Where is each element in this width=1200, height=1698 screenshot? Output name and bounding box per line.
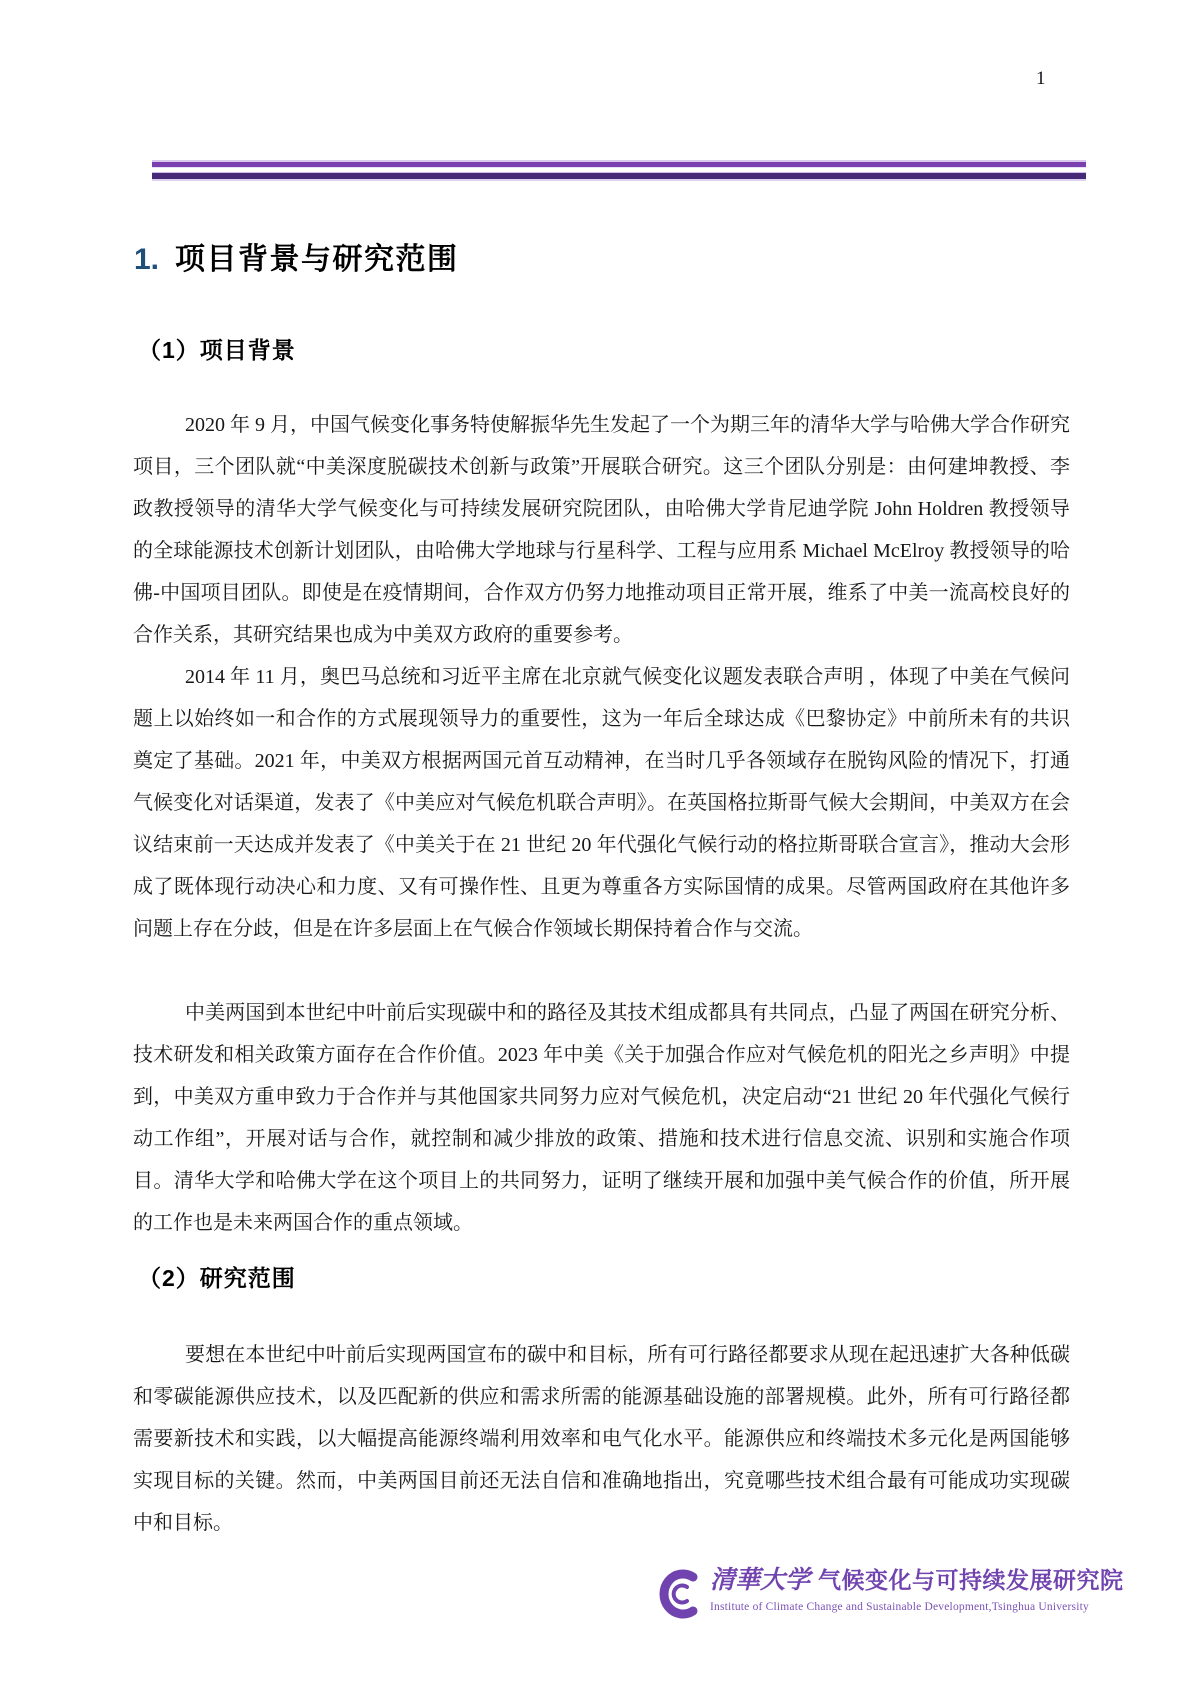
- footer-logo-text: [710, 1566, 1124, 1613]
- paragraph: 要想在本世纪中叶前后实现两国宣布的碳中和目标，所有可行路径都要求从现在起迅速扩大各种低碳和零碳能源供应技术，以及匹配新的供应和需求所需的能源基础设施的部署规模。此外，所有可行路径都需要新技术和实践，以大幅提高能源终端利用效率和电气化水平。能源供应和终端技术多元化是两国能够实现目标的关键。然而，中美两国目前还无法自信和准确地指出，究竟哪些技术组合最有可能成功实现碳中和目标。: [133, 1344, 1070, 1534]
- subsection-heading-1: （1）项目背景: [138, 337, 296, 363]
- institute-cn-label: 气候变化与可持续发展研究院: [818, 1567, 1124, 1593]
- divider-line-dark: [152, 172, 1086, 181]
- paragraph: 2014 年 11 月，奥巴马总统和习近平主席在北京就气候变化议题发表联合声明 ，体现了中美在气候问题上以始终如一和合作的方式展现领导力的重要性，这为一年后全球达成《巴黎协定》中前所未有的共识奠定了基础。2021 年，中美双方根据两国元首互动精神，在当时几乎各领域存在脱钩风险的情况下，打通气候变化对话渠道，发表了《中美应对气候危机联合声明》。在英国格拉斯哥气候大会期间，中美双方在会议结束前一天达成并发表了《中美关于在 21 世纪 20 年代强化气候行动的格拉斯哥联合宣言》，推动大会形成了既体现行动决心和力度、又有可操作性、且更为尊重各方实际国情的成果。尽管两国政府在其他许多问题上存在分歧，但是在许多层面上在气候合作领域长期保持着合作与交流。: [133, 666, 1070, 940]
- section-title: 项目背景与研究范围: [175, 243, 459, 276]
- page-number: 1: [1036, 68, 1046, 89]
- section-heading: [134, 234, 459, 278]
- tsinghua-iccsd-logo-icon: [656, 1568, 700, 1620]
- institute-name-cn: [710, 1566, 1124, 1598]
- subsection-heading-2: （2）研究范围: [138, 1265, 296, 1291]
- paragraph: 2020 年 9 月，中国气候变化事务特使解振华先生发起了一个为期三年的清华大学与哈佛大学合作研究项目，三个团队就“中美深度脱碳技术创新与政策”开展联合研究。这三个团队分别是：由何建坤教授、李政教授领导的清华大学气候变化与可持续发展研究院团队，由哈佛大学肯尼迪学院 John Holdren 教授领导的全球能源技术创新计划团队，由哈佛大学地球与行星科学、工程与应用系 Michael McElroy 教授领导的哈佛-中国项目团队。即使是在疫情期间，合作双方仍努力地推动项目正常开展，维系了中美一流高校良好的合作关系，其研究结果也成为中美双方政府的重要参考。: [133, 414, 1070, 646]
- footer-logo: [656, 1566, 1124, 1620]
- divider-line-light: [152, 160, 1086, 168]
- tsinghua-script-wordmark: 清華大学: [710, 1567, 811, 1594]
- paragraph: 中美两国到本世纪中叶前后实现碳中和的路径及其技术组成都具有共同点，凸显了两国在研究分析、技术研发和相关政策方面存在合作价值。2023 年中美《关于加强合作应对气候危机的阳光之乡声明》中提到，中美双方重申致力于合作并与其他国家共同努力应对气候危机，决定启动“21 世纪 20 年代强化气候行动工作组”，开展对话与合作，就控制和减少排放的政策、措施和技术进行信息交流、识别和实施合作项目。清华大学和哈佛大学在这个项目上的共同努力，证明了继续开展和加强中美气候合作的价值，所开展的工作也是未来两国合作的重点领域。: [133, 1002, 1070, 1234]
- institute-name-en: Institute of Climate Change and Sustainable Development,Tsinghua University: [710, 1601, 1089, 1613]
- section-number: 1.: [134, 243, 160, 276]
